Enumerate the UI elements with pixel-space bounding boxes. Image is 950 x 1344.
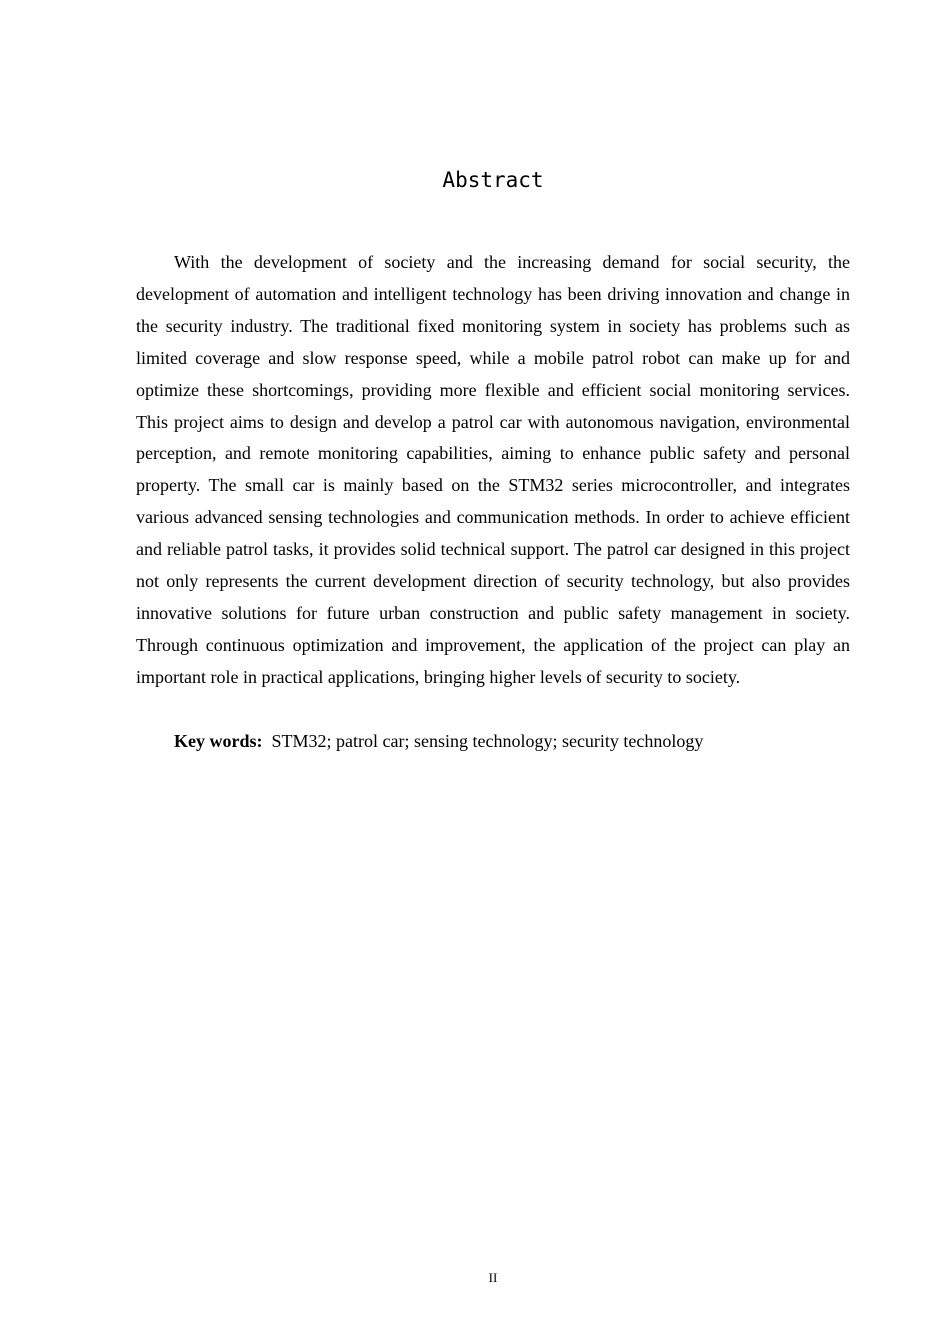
- abstract-title: Abstract: [442, 168, 544, 192]
- keywords-label: Key words:: [174, 731, 263, 751]
- abstract-body: With the development of society and the increasing demand for social security, the development of automation and intelligent technology has been driving innovation and change in the security industry. The traditional fixed monitoring system in society has problems such as limited coverage and slow response speed, while a mobile patrol robot can make up for and optimize these shortcomings, providing more flexible and efficient social monitoring services. This project aims to design and develop a patrol car with autonomous navigation, environmental perception, and remote monitoring capabilities, aiming to enhance public safety and personal property. The small car is mainly based on the STM32 series microcontroller, and integrates various advanced sensing technologies and communication methods. In order to achieve efficient and reliable patrol tasks, it provides solid technical support. The patrol car designed in this project not only represents the current development direction of security technology, but also provides innovative solutions for future urban construction and public safety management in society. Through continuous optimization and improvement, the application of the project can play an important role in practical applications, bringing higher levels of security to society.: [136, 252, 850, 687]
- page-number: II: [488, 1270, 498, 1285]
- keywords-line: [136, 726, 850, 758]
- keywords-value: STM32; patrol car; sensing technology; security technology: [271, 731, 704, 751]
